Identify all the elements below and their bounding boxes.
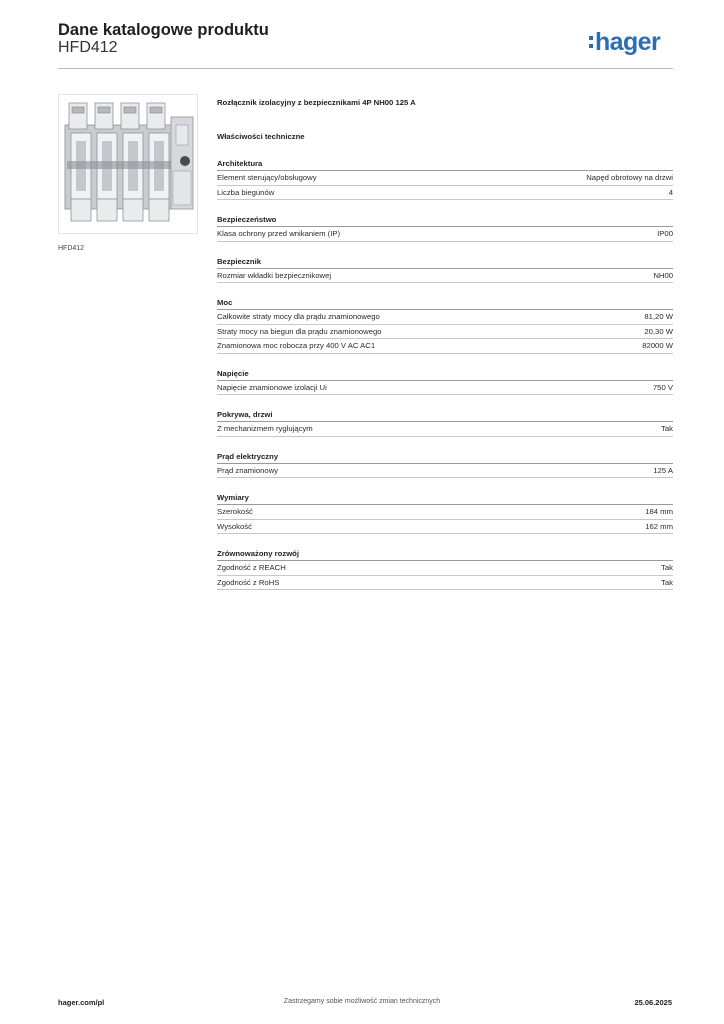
spec-row bbox=[217, 269, 673, 284]
spec-label: Liczba biegunów bbox=[217, 187, 275, 197]
spec-value: IP00 bbox=[657, 229, 673, 238]
footer-disclaimer: Zastrzegamy sobie możliwość zmian technicznych bbox=[283, 998, 441, 1005]
spec-content bbox=[217, 96, 673, 590]
spec-row bbox=[217, 422, 673, 437]
spec-value: 81,20 W bbox=[644, 312, 673, 321]
section-title: Wymiary bbox=[217, 491, 673, 505]
spec-label: Wysokość bbox=[217, 521, 252, 531]
logo-dots-icon bbox=[589, 36, 593, 48]
spec-value: 750 V bbox=[652, 382, 673, 392]
spec-value: 125 A bbox=[653, 465, 673, 475]
spec-row bbox=[217, 561, 673, 576]
spec-label: Całkowite straty mocy dla prądu znamionowego bbox=[217, 312, 380, 321]
spec-sections bbox=[217, 157, 673, 590]
spec-value: 184 mm bbox=[645, 507, 673, 516]
spec-value: Napęd obrotowy na drzwi bbox=[586, 173, 673, 182]
spec-section bbox=[217, 450, 673, 479]
footer-website: hager.com/pl bbox=[58, 998, 105, 1007]
spec-row bbox=[217, 171, 673, 186]
section-title: Pokrywa, drzwi bbox=[217, 408, 673, 422]
spec-label: Zgodność z RoHS bbox=[217, 577, 280, 587]
spec-section bbox=[217, 213, 673, 242]
spec-section bbox=[217, 255, 673, 284]
header-divider bbox=[58, 68, 673, 69]
spec-value: Tak bbox=[661, 577, 673, 587]
spec-section bbox=[217, 157, 673, 200]
spec-row bbox=[217, 310, 673, 325]
spec-label: Z mechanizmem ryglującym bbox=[217, 424, 313, 433]
footer-date: 25.06.2025 bbox=[634, 998, 672, 1007]
product-code: HFD412 bbox=[58, 39, 118, 56]
spec-value: NH00 bbox=[653, 270, 673, 280]
page-title: Dane katalogowe produktu bbox=[58, 21, 269, 39]
fuse-switch-disconnector-icon bbox=[59, 95, 197, 233]
section-title: Zrównoważony rozwój bbox=[217, 547, 673, 561]
spec-row bbox=[217, 325, 673, 340]
spec-value: 82000 W bbox=[642, 341, 673, 350]
logo-text: hager bbox=[595, 28, 661, 56]
spec-label: Prąd znamionowy bbox=[217, 465, 279, 475]
spec-value: 4 bbox=[668, 187, 673, 197]
spec-value: 162 mm bbox=[645, 521, 673, 531]
properties-heading: Właściwości techniczne bbox=[217, 132, 305, 141]
section-title: Bezpieczeństwo bbox=[217, 213, 673, 227]
spec-label: Klasa ochrony przed wnikaniem (IP) bbox=[217, 229, 341, 238]
section-title: Bezpiecznik bbox=[217, 255, 673, 269]
spec-value: Tak bbox=[661, 563, 673, 572]
section-title: Moc bbox=[217, 296, 673, 310]
spec-row bbox=[217, 505, 673, 520]
product-image bbox=[58, 94, 198, 234]
spec-label: Element sterujący/obsługowy bbox=[217, 173, 317, 182]
spec-label: Znamionowa moc robocza przy 400 V AC AC1 bbox=[217, 341, 376, 350]
spec-label: Szerokość bbox=[217, 507, 253, 516]
section-title: Architektura bbox=[217, 157, 673, 171]
spec-label: Straty mocy na biegun dla prądu znamionowego bbox=[217, 326, 382, 336]
spec-value: Tak bbox=[661, 424, 673, 433]
spec-row bbox=[217, 227, 673, 242]
spec-section bbox=[217, 491, 673, 534]
spec-row bbox=[217, 520, 673, 535]
product-name: Rozłącznik izolacyjny z bezpiecznikami 4P NH00 125 A bbox=[217, 98, 416, 107]
spec-section bbox=[217, 547, 673, 590]
spec-label: Napięcie znamionowe izolacji Ui bbox=[217, 382, 327, 392]
image-caption: HFD412 bbox=[58, 245, 85, 252]
spec-value: 20,30 W bbox=[644, 326, 673, 336]
spec-label: Rozmiar wkładki bezpiecznikowej bbox=[217, 270, 332, 280]
spec-section bbox=[217, 296, 673, 354]
spec-row bbox=[217, 576, 673, 591]
section-title: Prąd elektryczny bbox=[217, 450, 673, 464]
section-title: Napięcie bbox=[217, 367, 673, 381]
spec-row bbox=[217, 339, 673, 354]
spec-row bbox=[217, 186, 673, 201]
spec-section bbox=[217, 408, 673, 437]
spec-row bbox=[217, 381, 673, 396]
spec-row bbox=[217, 464, 673, 479]
hager-logo bbox=[589, 28, 660, 56]
spec-section bbox=[217, 367, 673, 396]
spec-label: Zgodność z REACH bbox=[217, 563, 286, 572]
